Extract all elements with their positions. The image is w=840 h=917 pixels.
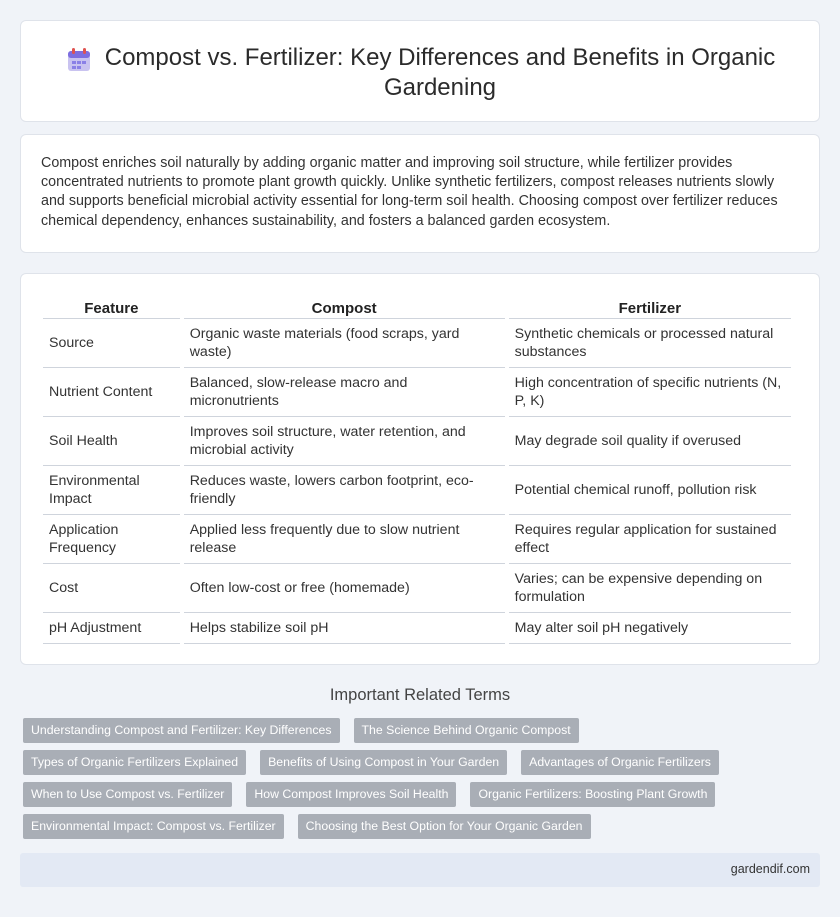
cell-fertilizer: May alter soil pH negatively [509, 613, 791, 644]
page-title: Compost vs. Fertilizer: Key Differences and Benefits in Organic Gardening [104, 44, 776, 101]
related-tag[interactable]: Understanding Compost and Fertilizer: Key Differences [23, 718, 340, 743]
cell-compost: Organic waste materials (food scraps, yard waste) [184, 319, 505, 368]
table-row [43, 515, 791, 564]
related-tag[interactable]: Organic Fertilizers: Boosting Plant Growth [470, 782, 715, 807]
related-tag[interactable]: How Compost Improves Soil Health [246, 782, 456, 807]
table-row [43, 466, 791, 515]
intro-text: Compost enriches soil naturally by adding organic matter and improving soil structure, while fertilizer provides concentrated nutrients to promote plant growth quickly. Unlike synthetic fertilizers, compost releases nutrients slowly and supports beneficial microbial activity essential for long-term soil health. Choosing compost over fertilizer reduces chemical dependency, enhances sustainability, and fosters a balanced garden ecosystem. [41, 155, 778, 229]
cell-fertilizer: Synthetic chemicals or processed natural substances [509, 319, 791, 368]
cell-compost: Often low-cost or free (homemade) [184, 564, 505, 613]
table-header-row [43, 296, 791, 319]
cell-feature: Nutrient Content [43, 368, 180, 417]
header-feature: Feature [43, 296, 180, 319]
cell-fertilizer: May degrade soil quality if overused [509, 417, 791, 466]
related-terms-tags [23, 718, 813, 846]
related-tag[interactable]: Benefits of Using Compost in Your Garden [260, 750, 507, 775]
cell-fertilizer: Potential chemical runoff, pollution risk [509, 466, 791, 515]
cell-compost: Helps stabilize soil pH [184, 613, 505, 644]
table-row [43, 368, 791, 417]
related-tag[interactable]: The Science Behind Organic Compost [354, 718, 579, 743]
table-row [43, 564, 791, 613]
cell-feature: Source [43, 319, 180, 368]
cell-feature: Soil Health [43, 417, 180, 466]
comparison-table [39, 296, 795, 644]
related-terms-title: Important Related Terms [329, 686, 511, 704]
intro-card [20, 134, 820, 253]
header-fertilizer: Fertilizer [509, 296, 791, 319]
cell-feature: Application Frequency [43, 515, 180, 564]
cell-fertilizer: Requires regular application for sustained effect [509, 515, 791, 564]
footer [20, 853, 820, 887]
cell-fertilizer: High concentration of specific nutrients (N, P, K) [509, 368, 791, 417]
related-tag[interactable]: Choosing the Best Option for Your Organic Garden [298, 814, 591, 839]
comparison-table-card [20, 273, 820, 665]
cell-compost: Improves soil structure, water retention, and microbial activity [184, 417, 505, 466]
related-tag[interactable]: When to Use Compost vs. Fertilizer [23, 782, 232, 807]
cell-feature: Environmental Impact [43, 466, 180, 515]
cell-feature: pH Adjustment [43, 613, 180, 644]
header-card [20, 20, 820, 122]
header-compost: Compost [184, 296, 505, 319]
cell-compost: Reduces waste, lowers carbon footprint, eco-friendly [184, 466, 505, 515]
cell-compost: Balanced, slow-release macro and micronutrients [184, 368, 505, 417]
table-row [43, 613, 791, 644]
table-row [43, 417, 791, 466]
related-tag[interactable]: Types of Organic Fertilizers Explained [23, 750, 246, 775]
table-row [43, 319, 791, 368]
cell-feature: Cost [43, 564, 180, 613]
footer-site-link[interactable]: gardendif.com [730, 862, 810, 876]
cell-compost: Applied less frequently due to slow nutrient release [184, 515, 505, 564]
related-tag[interactable]: Environmental Impact: Compost vs. Fertilizer [23, 814, 284, 839]
cell-fertilizer: Varies; can be expensive depending on formulation [509, 564, 791, 613]
related-tag[interactable]: Advantages of Organic Fertilizers [521, 750, 719, 775]
